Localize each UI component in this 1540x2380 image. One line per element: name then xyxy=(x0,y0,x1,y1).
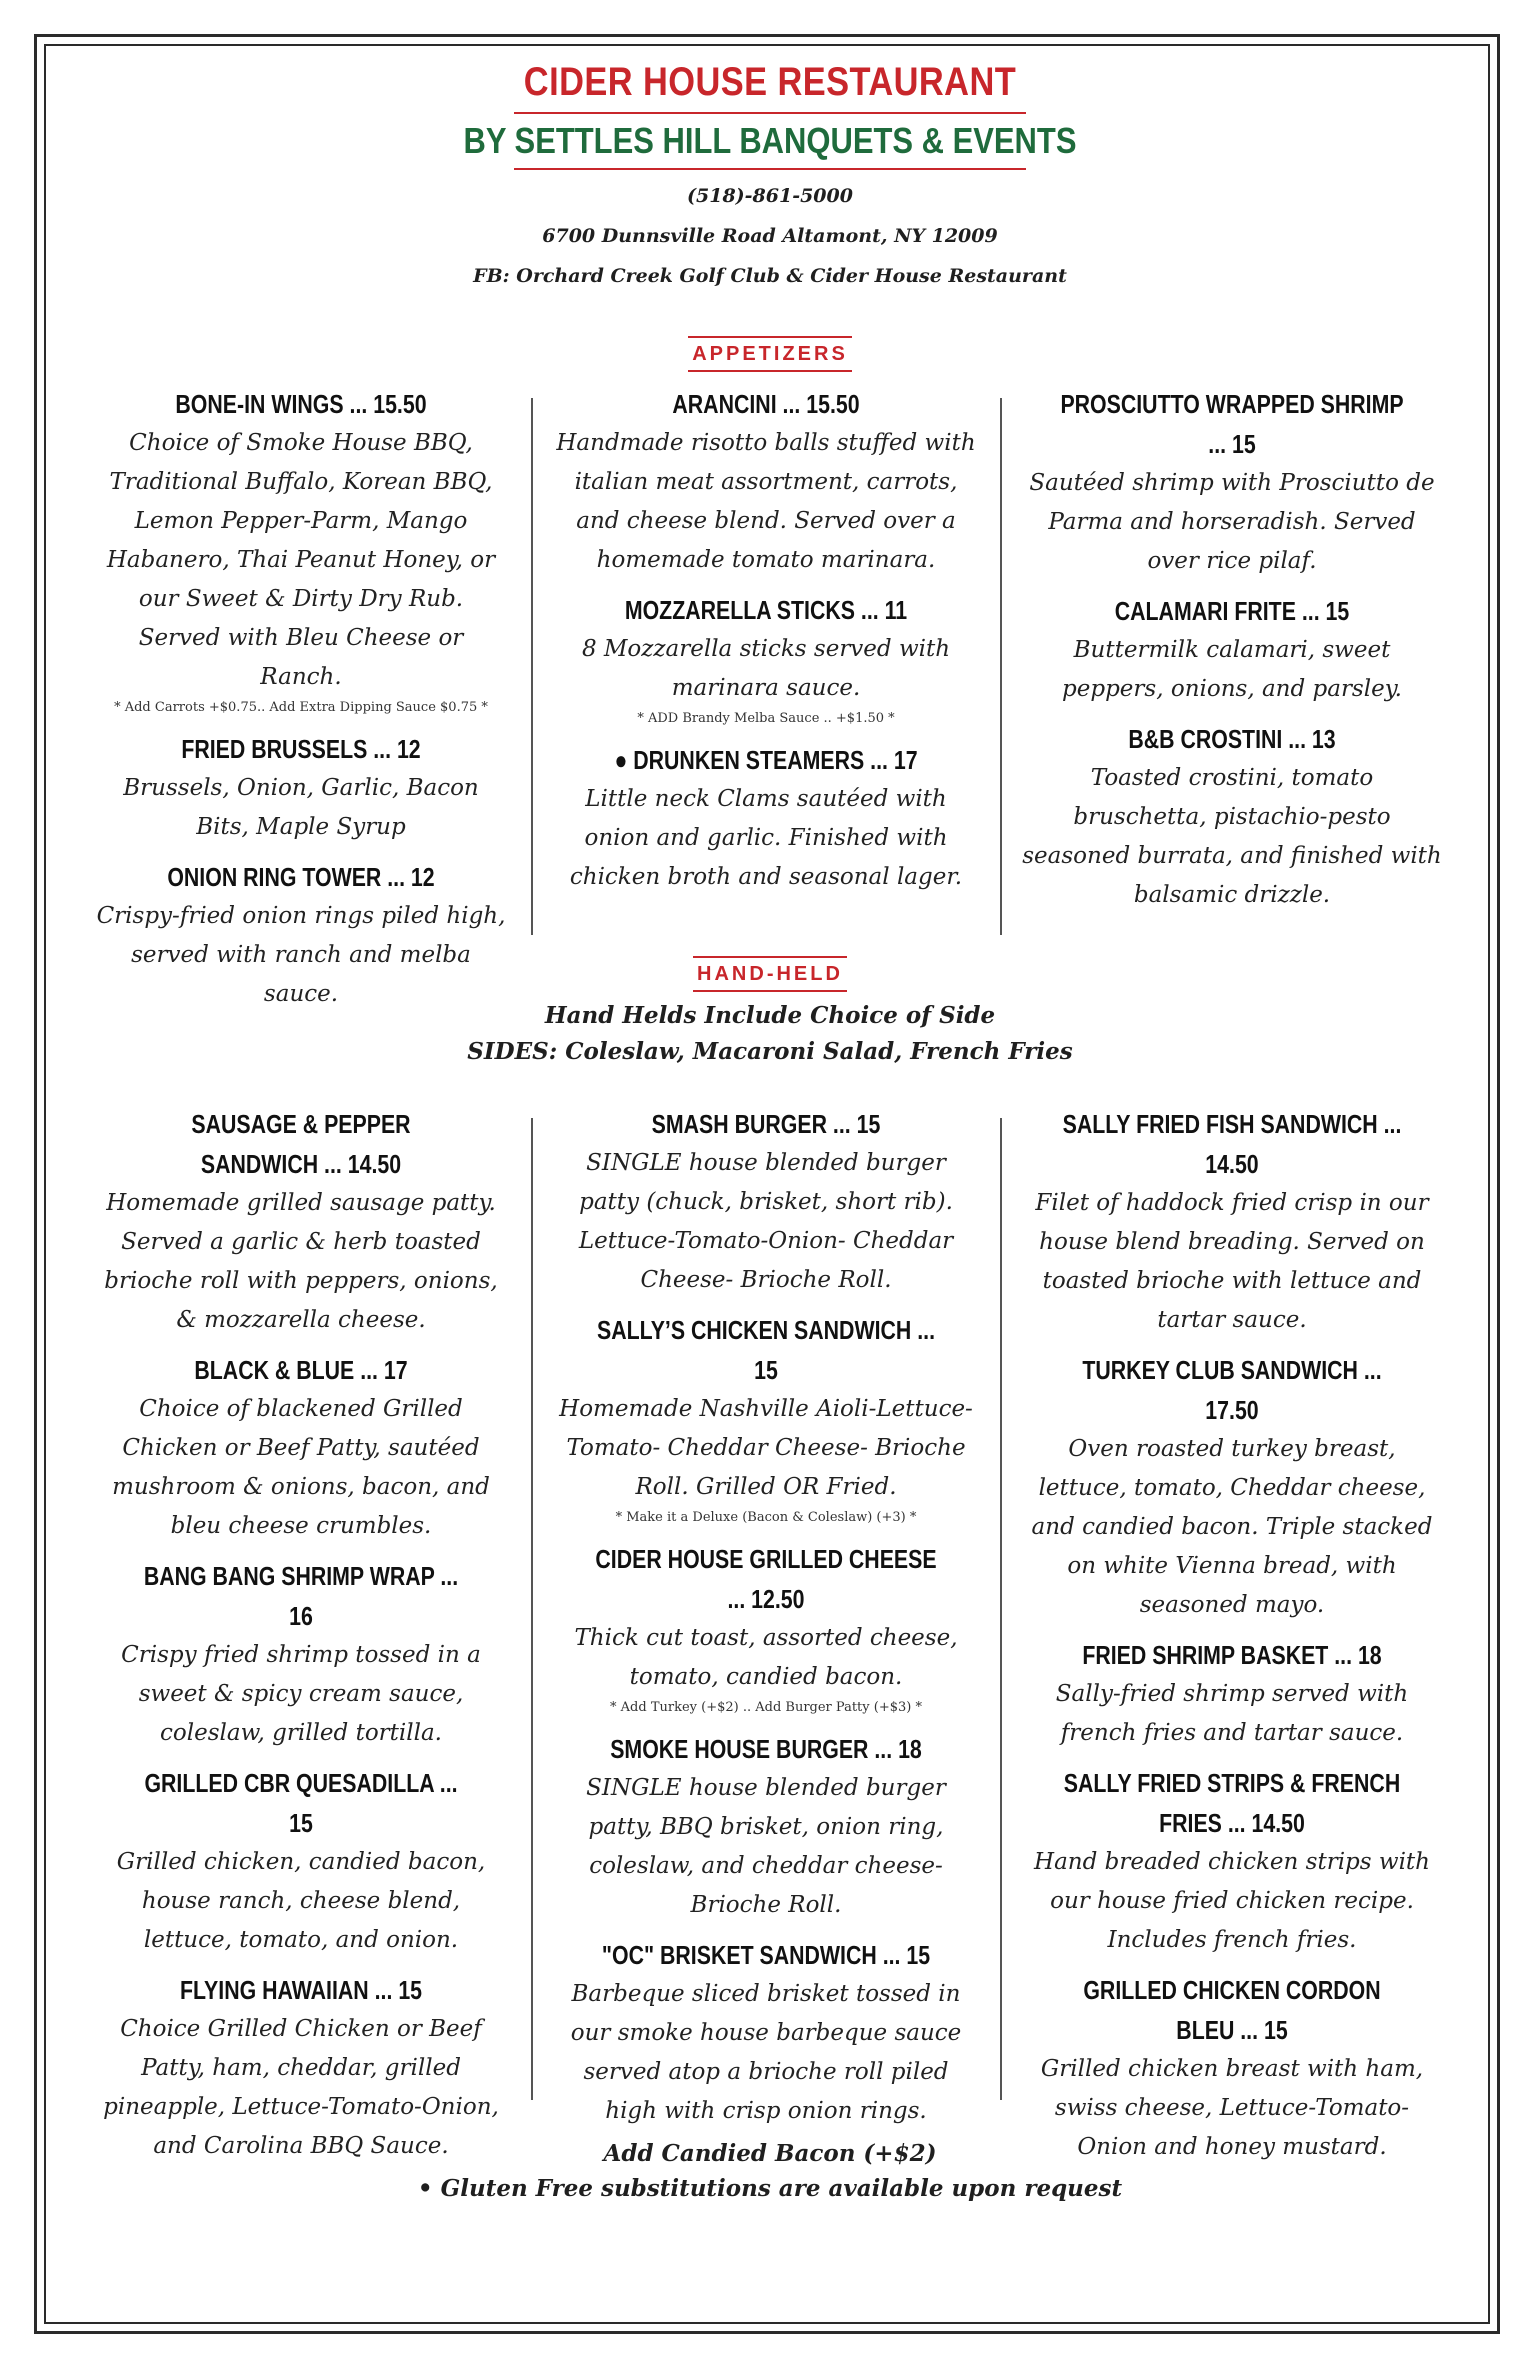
menu-item xyxy=(556,1104,976,1300)
menu-item-description: Sautéed shrimp with Prosciutto de Parma and horseradish. Served over rice pilaf. xyxy=(1029,470,1435,574)
menu-item xyxy=(556,1539,976,1719)
menu-item-name: CALAMARI FRITE ... 15 xyxy=(1114,596,1350,626)
menu-item xyxy=(1022,719,1442,915)
column-divider xyxy=(531,1118,533,2100)
menu-item-addon-note: * Make it a Deluxe (Bacon & Coleslaw) (+3) * xyxy=(615,1510,917,1525)
menu-item-description: Crispy fried shrimp tossed in a sweet & spicy cream sauce, coleslaw, grilled tortilla. xyxy=(121,1642,481,1746)
restaurant-tagline: BY SETTLES HILL BANQUETS & EVENTS xyxy=(463,120,1077,161)
handheld-heading-text: HAND-HELD xyxy=(693,956,847,992)
menu-item xyxy=(1022,1635,1442,1753)
menu-item-description: Handmade risotto balls stuffed with italian meat assortment, carrots, and cheese blend. Served over a homemade tomato marinara. xyxy=(556,430,976,573)
menu-item-description: Brussels, Onion, Garlic, Bacon Bits, Maple Syrup xyxy=(123,775,479,840)
menu-item-description: Crispy-fried onion rings piled high, served with ranch and melba sauce. xyxy=(96,903,506,1007)
column-divider xyxy=(531,398,533,935)
menu-item-description: SINGLE house blended burger patty, BBQ brisket, onion ring, coleslaw, and cheddar cheese- Brioche Roll. xyxy=(586,1775,946,1918)
menu-item-name: SALLY FRIED STRIPS & FRENCH FRIES ... 14.50 xyxy=(1063,1768,1401,1838)
menu-item xyxy=(556,384,976,580)
restaurant-name: CIDER HOUSE RESTAURANT xyxy=(523,60,1017,104)
menu-item xyxy=(96,1104,506,1340)
menu-item-name: PROSCIUTTO WRAPPED SHRIMP ... 15 xyxy=(1060,389,1404,459)
footer-bacon-note: Add Candied Bacon (+$2) xyxy=(603,2140,937,2167)
menu-item-description: Choice of blackened Grilled Chicken or Beef Patty, sautéed mushroom & onions, bacon, and bleu cheese crumbles. xyxy=(112,1396,490,1539)
appetizers-column-2 xyxy=(556,384,976,907)
menu-item-name: GRILLED CHICKEN CORDON BLEU ... 15 xyxy=(1083,1975,1381,2045)
restaurant-facebook: FB: Orchard Creek Golf Club & Cider House Restaurant xyxy=(473,265,1067,287)
handheld-column-2 xyxy=(556,1104,976,2141)
column-divider xyxy=(1000,1118,1002,2100)
handheld-heading xyxy=(0,956,1540,992)
menu-item xyxy=(96,1763,506,1960)
appetizers-heading xyxy=(0,336,1540,372)
menu-item-name: SALLY FRIED FISH SANDWICH ... 14.50 xyxy=(1062,1109,1402,1179)
menu-item-name: FLYING HAWAIIAN ... 15 xyxy=(179,1975,423,2005)
menu-item xyxy=(556,740,976,897)
appetizers-heading-text: APPETIZERS xyxy=(688,336,852,372)
title-divider xyxy=(514,112,1026,114)
column-divider xyxy=(1000,398,1002,935)
menu-item-name: BLACK & BLUE ... 17 xyxy=(194,1355,408,1385)
menu-item xyxy=(96,1556,506,1753)
restaurant-address: 6700 Dunnsville Road Altamont, NY 12009 xyxy=(542,225,998,247)
appetizers-column-3 xyxy=(1022,384,1442,925)
menu-item xyxy=(1022,384,1442,581)
menu-item-description: SINGLE house blended burger patty (chuck, brisket, short rib). Lettuce-Tomato-Onion- Cheddar Cheese- Brioche Roll. xyxy=(578,1150,954,1293)
menu-item-addon-note: * ADD Brandy Melba Sauce .. +$1.50 * xyxy=(637,711,895,726)
menu-footer xyxy=(0,2136,1540,2206)
menu-header xyxy=(0,58,1540,296)
menu-item-description: Homemade Nashville Aioli-Lettuce-Tomato- Cheddar Cheese- Brioche Roll. Grilled OR Fried. xyxy=(559,1396,973,1500)
handheld-side-note: Hand Helds Include Choice of Side xyxy=(544,1002,996,1029)
menu-item-name: ● DRUNKEN STEAMERS ... 17 xyxy=(614,745,918,775)
menu-item-description: Filet of haddock fried crisp in our house blend breading. Served on toasted brioche with lettuce and tartar sauce. xyxy=(1035,1190,1429,1333)
menu-item-description: 8 Mozzarella sticks served with marinara sauce. xyxy=(581,636,951,701)
menu-item-name: GRILLED CBR QUESADILLA ... 15 xyxy=(144,1768,458,1838)
menu-item-name: CIDER HOUSE GRILLED CHEESE ... 12.50 xyxy=(595,1544,937,1614)
menu-item xyxy=(96,1350,506,1546)
menu-item-name: B&B CROSTINI ... 13 xyxy=(1128,724,1336,754)
menu-item xyxy=(1022,1104,1442,1340)
handheld-sides-list: SIDES: Coleslaw, Macaroni Salad, French Fries xyxy=(467,1038,1073,1065)
tagline-divider xyxy=(514,168,1026,170)
menu-item xyxy=(96,729,506,847)
menu-item-name: ONION RING TOWER ... 12 xyxy=(167,862,435,892)
menu-item-description: Buttermilk calamari, sweet peppers, onions, and parsley. xyxy=(1062,637,1402,702)
menu-item-name: SMOKE HOUSE BURGER ... 18 xyxy=(610,1734,922,1764)
menu-item xyxy=(556,590,976,730)
menu-item xyxy=(1022,1350,1442,1625)
menu-item xyxy=(556,1310,976,1529)
menu-item-addon-note: * Add Turkey (+$2) .. Add Burger Patty (+$3) * xyxy=(610,1700,922,1715)
handheld-column-1 xyxy=(96,1104,506,2176)
menu-item-name: TURKEY CLUB SANDWICH ... 17.50 xyxy=(1082,1355,1382,1425)
menu-item-description: Oven roasted turkey breast, lettuce, tomato, Cheddar cheese, and candied bacon. Triple stacked on white Vienna bread, with seasoned mayo. xyxy=(1031,1436,1433,1618)
menu-item-name: "OC" BRISKET SANDWICH ... 15 xyxy=(601,1940,931,1970)
footer-gluten-note: • Gluten Free substitutions are available upon request xyxy=(417,2175,1123,2202)
menu-item-name: ARANCINI ... 15.50 xyxy=(672,389,860,419)
menu-item-description: Little neck Clams sautéed with onion and garlic. Finished with chicken broth and seasonal lager. xyxy=(569,786,963,890)
menu-item-description: Barbeque sliced brisket tossed in our smoke house barbeque sauce served atop a brioche roll piled high with crisp onion rings. xyxy=(570,1981,962,2124)
menu-item-name: SMASH BURGER ... 15 xyxy=(651,1109,881,1139)
menu-item-name: MOZZARELLA STICKS ... 11 xyxy=(624,595,908,625)
menu-item xyxy=(96,384,506,719)
menu-item-name: BONE-IN WINGS ... 15.50 xyxy=(175,389,427,419)
menu-item-description: Thick cut toast, assorted cheese, tomato, candied bacon. xyxy=(574,1625,958,1690)
menu-item-description: Choice of Smoke House BBQ, Traditional Buffalo, Korean BBQ, Lemon Pepper-Parm, Mango Habanero, Thai Peanut Honey, or our Sweet & Dirty Dry Rub. Served with Bleu Cheese or Ranch. xyxy=(106,430,496,690)
menu-item-addon-note: * Add Carrots +$0.75.. Add Extra Dipping Sauce $0.75 * xyxy=(114,700,488,715)
menu-item-description: Homemade grilled sausage patty. Served a garlic & herb toasted brioche roll with peppers, onions, & mozzarella cheese. xyxy=(104,1190,498,1333)
menu-item xyxy=(1022,591,1442,709)
menu-item-description: Toasted crostini, tomato bruschetta, pistachio-pesto seasoned burrata, and finished with balsamic drizzle. xyxy=(1022,765,1442,908)
menu-item-name: SAUSAGE & PEPPER SANDWICH ... 14.50 xyxy=(191,1109,411,1179)
menu-item-name: FRIED BRUSSELS ... 12 xyxy=(181,734,421,764)
menu-item-description: Sally-fried shrimp served with french fries and tartar sauce. xyxy=(1055,1681,1409,1746)
menu-item xyxy=(1022,1763,1442,1960)
menu-item-name: SALLY’S CHICKEN SANDWICH ... 15 xyxy=(597,1315,935,1385)
menu-item-description: Choice Grilled Chicken or Beef Patty, ham, cheddar, grilled pineapple, Lettuce-Tomato-Onion, and Carolina BBQ Sauce. xyxy=(103,2016,499,2159)
menu-item-name: FRIED SHRIMP BASKET ... 18 xyxy=(1082,1640,1382,1670)
handheld-column-3 xyxy=(1022,1104,1442,2177)
appetizers-column-1 xyxy=(96,384,506,1024)
menu-item-description: Grilled chicken, candied bacon, house ranch, cheese blend, lettuce, tomato, and onion. xyxy=(116,1849,486,1953)
menu-item xyxy=(556,1935,976,2131)
menu-item-name: BANG BANG SHRIMP WRAP ... 16 xyxy=(143,1561,459,1631)
menu-item-description: Grilled chicken breast with ham, swiss cheese, Lettuce-Tomato-Onion and honey mustard. xyxy=(1040,2056,1424,2160)
menu-item-description: Hand breaded chicken strips with our house fried chicken recipe. Includes french fries. xyxy=(1034,1849,1430,1953)
restaurant-phone: (518)-861-5000 xyxy=(687,185,853,207)
menu-item xyxy=(556,1729,976,1925)
